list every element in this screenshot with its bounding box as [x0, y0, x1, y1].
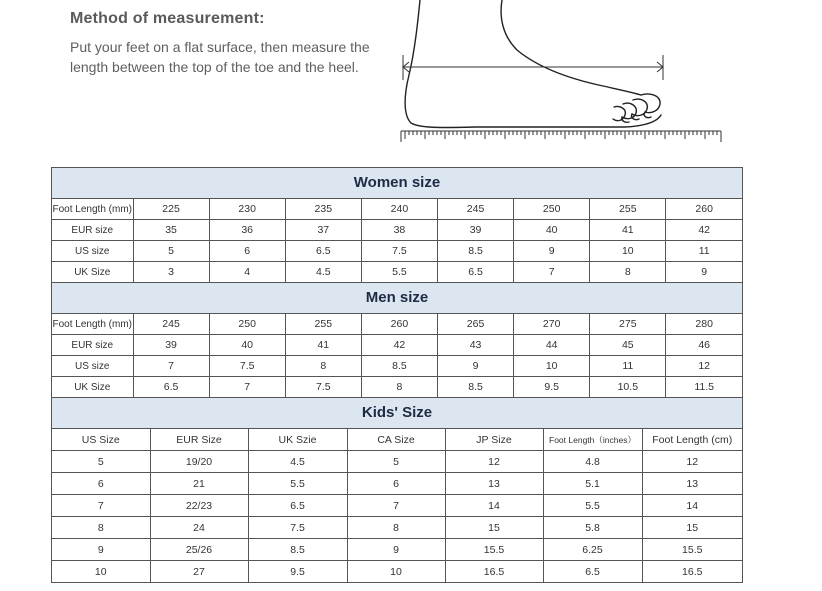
size-cell: 230: [209, 199, 285, 220]
size-cell: 25/26: [150, 539, 248, 561]
method-description: Put your feet on a flat surface, then measure the length between the top of the toe and the heel.: [70, 39, 370, 75]
size-cell: 16.5: [642, 561, 742, 583]
size-cell: 255: [285, 314, 361, 335]
men-size-title: Men size: [52, 283, 742, 314]
size-cell: 6: [52, 473, 150, 495]
size-row: [52, 199, 742, 220]
size-cell: 39: [438, 220, 514, 241]
size-cell: 12: [666, 356, 742, 377]
size-cell: 42: [361, 335, 437, 356]
size-cell: 250: [209, 314, 285, 335]
size-cell: 8.5: [361, 356, 437, 377]
column-header: UK Szie: [248, 429, 347, 451]
size-cell: 265: [438, 314, 514, 335]
size-cell: 5.5: [248, 473, 347, 495]
size-cell: 235: [285, 199, 361, 220]
size-cell: 36: [209, 220, 285, 241]
column-header: EUR Size: [150, 429, 248, 451]
size-cell: 240: [361, 199, 437, 220]
size-cell: 8: [285, 356, 361, 377]
size-cell: 4.8: [543, 451, 642, 473]
size-cell: 40: [209, 335, 285, 356]
size-chart: [51, 167, 743, 583]
kids-header-row: [52, 429, 742, 451]
size-cell: 5.5: [361, 262, 437, 283]
row-label: US size: [52, 241, 133, 262]
size-cell: 15: [445, 517, 543, 539]
size-cell: 7: [209, 377, 285, 398]
size-cell: 6.5: [438, 262, 514, 283]
column-header: Foot Length（inches）: [543, 429, 642, 451]
size-cell: 6: [209, 241, 285, 262]
women-size-title: Women size: [52, 168, 742, 199]
row-label: EUR size: [52, 220, 133, 241]
size-cell: 22/23: [150, 495, 248, 517]
size-cell: 8.5: [248, 539, 347, 561]
row-label: US size: [52, 356, 133, 377]
size-cell: 8: [590, 262, 666, 283]
size-cell: 14: [445, 495, 543, 517]
size-cell: 10: [514, 356, 590, 377]
size-cell: 7: [52, 495, 150, 517]
size-cell: 6: [347, 473, 445, 495]
size-cell: 13: [642, 473, 742, 495]
size-cell: 10.5: [590, 377, 666, 398]
size-cell: 9: [52, 539, 150, 561]
size-cell: 27: [150, 561, 248, 583]
size-cell: 270: [514, 314, 590, 335]
size-cell: 4: [209, 262, 285, 283]
size-cell: 42: [666, 220, 742, 241]
size-cell: 10: [347, 561, 445, 583]
size-cell: 12: [445, 451, 543, 473]
size-cell: 10: [52, 561, 150, 583]
size-cell: 4.5: [285, 262, 361, 283]
size-cell: 38: [361, 220, 437, 241]
size-cell: 6.5: [133, 377, 209, 398]
size-cell: 46: [666, 335, 742, 356]
size-cell: 5.8: [543, 517, 642, 539]
kids-size-row: [52, 561, 742, 583]
women-size-table: [52, 199, 742, 283]
kids-size-title: Kids' Size: [52, 398, 742, 429]
size-cell: 5.1: [543, 473, 642, 495]
size-row: [52, 314, 742, 335]
row-label: EUR size: [52, 335, 133, 356]
size-cell: 8: [52, 517, 150, 539]
size-row: [52, 356, 742, 377]
size-cell: 41: [590, 220, 666, 241]
foot-measurement-illustration: [395, 0, 730, 148]
size-row: [52, 241, 742, 262]
size-cell: 5.5: [543, 495, 642, 517]
size-cell: 11.5: [666, 377, 742, 398]
size-cell: 45: [590, 335, 666, 356]
size-cell: 7.5: [248, 517, 347, 539]
size-cell: 10: [590, 241, 666, 262]
size-cell: 260: [666, 199, 742, 220]
size-cell: 9: [514, 241, 590, 262]
size-cell: 41: [285, 335, 361, 356]
size-cell: 6.5: [543, 561, 642, 583]
size-cell: 7: [514, 262, 590, 283]
size-cell: 21: [150, 473, 248, 495]
column-header: US Size: [52, 429, 150, 451]
size-cell: 9: [347, 539, 445, 561]
column-header: Foot Length (cm): [642, 429, 742, 451]
column-header: CA Size: [347, 429, 445, 451]
row-label: Foot Length (mm): [52, 199, 133, 220]
size-cell: 12: [642, 451, 742, 473]
size-cell: 11: [666, 241, 742, 262]
size-cell: 8: [347, 517, 445, 539]
kids-size-row: [52, 473, 742, 495]
size-cell: 245: [133, 314, 209, 335]
men-size-table: [52, 314, 742, 398]
size-cell: 255: [590, 199, 666, 220]
size-cell: 9: [666, 262, 742, 283]
size-cell: 15.5: [445, 539, 543, 561]
size-cell: 4.5: [248, 451, 347, 473]
kids-size-table: [52, 429, 742, 583]
size-cell: 3: [133, 262, 209, 283]
size-cell: 11: [590, 356, 666, 377]
size-cell: 260: [361, 314, 437, 335]
column-header: JP Size: [445, 429, 543, 451]
size-cell: 8.5: [438, 377, 514, 398]
kids-size-row: [52, 495, 742, 517]
row-label: Foot Length (mm): [52, 314, 133, 335]
kids-size-row: [52, 451, 742, 473]
row-label: UK Size: [52, 377, 133, 398]
size-cell: 6.5: [285, 241, 361, 262]
kids-size-row: [52, 517, 742, 539]
size-cell: 35: [133, 220, 209, 241]
size-cell: 13: [445, 473, 543, 495]
size-cell: 8: [361, 377, 437, 398]
row-label: UK Size: [52, 262, 133, 283]
size-cell: 5: [52, 451, 150, 473]
size-cell: 9: [438, 356, 514, 377]
size-cell: 5: [347, 451, 445, 473]
size-cell: 24: [150, 517, 248, 539]
size-cell: 40: [514, 220, 590, 241]
kids-size-row: [52, 539, 742, 561]
size-cell: 9.5: [248, 561, 347, 583]
size-cell: 8.5: [438, 241, 514, 262]
size-cell: 37: [285, 220, 361, 241]
size-cell: 245: [438, 199, 514, 220]
size-cell: 275: [590, 314, 666, 335]
size-cell: 7.5: [209, 356, 285, 377]
size-cell: 7.5: [285, 377, 361, 398]
size-cell: 44: [514, 335, 590, 356]
method-title: Method of measurement:: [70, 10, 265, 27]
size-cell: 7: [347, 495, 445, 517]
size-cell: 7: [133, 356, 209, 377]
size-cell: 19/20: [150, 451, 248, 473]
size-cell: 280: [666, 314, 742, 335]
size-cell: 6.25: [543, 539, 642, 561]
size-row: [52, 335, 742, 356]
size-row: [52, 377, 742, 398]
size-cell: 6.5: [248, 495, 347, 517]
size-cell: 15: [642, 517, 742, 539]
size-cell: 5: [133, 241, 209, 262]
size-cell: 39: [133, 335, 209, 356]
size-row: [52, 220, 742, 241]
size-cell: 15.5: [642, 539, 742, 561]
size-cell: 250: [514, 199, 590, 220]
size-cell: 9.5: [514, 377, 590, 398]
size-cell: 225: [133, 199, 209, 220]
measurement-instructions: [70, 10, 390, 77]
size-cell: 43: [438, 335, 514, 356]
size-cell: 16.5: [445, 561, 543, 583]
size-cell: 14: [642, 495, 742, 517]
size-cell: 7.5: [361, 241, 437, 262]
size-row: [52, 262, 742, 283]
